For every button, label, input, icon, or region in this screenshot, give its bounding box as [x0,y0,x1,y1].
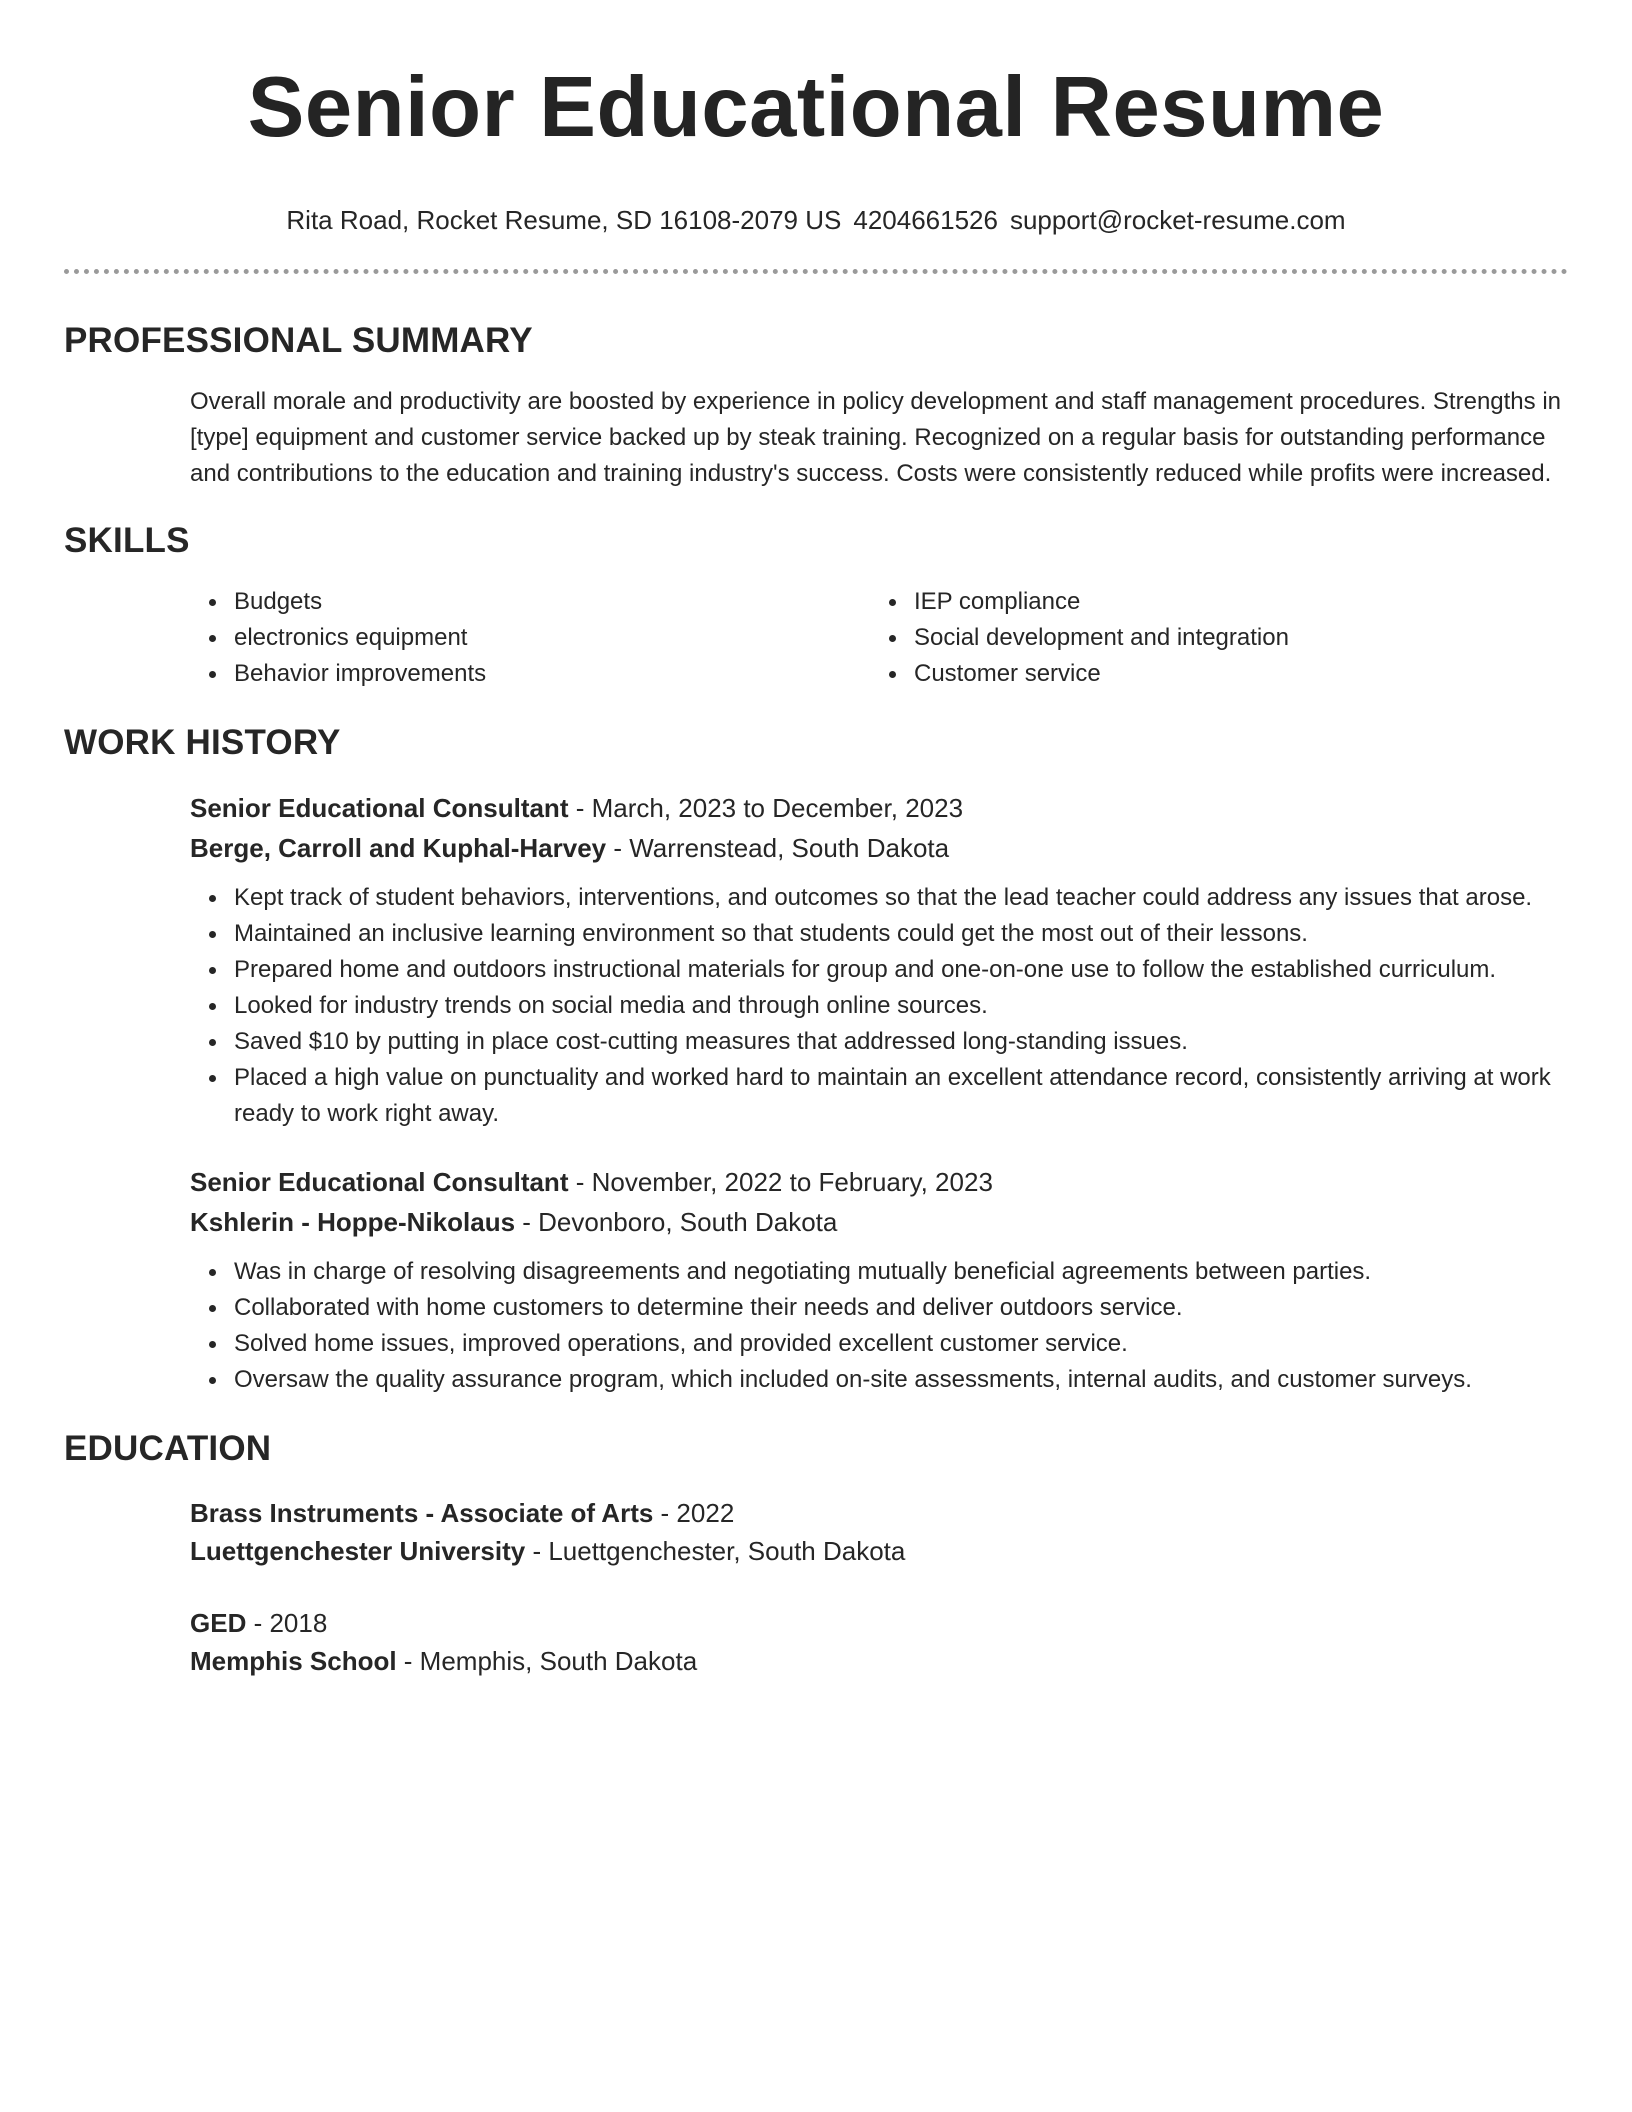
list-item: Prepared home and outdoors instructional materials for group and one-on-one use to follow the established curriculum. [234,952,1568,988]
job-location: - Warrenstead, South Dakota [606,833,950,863]
list-item: Was in charge of resolving disagreements and negotiating mutually beneficial agreements between parties. [234,1254,1568,1290]
contact-phone: 4204661526 [853,205,998,235]
education-entry [190,1494,1568,1570]
education-location: - Memphis, South Dakota [396,1646,698,1676]
education-school-line [190,1532,1568,1570]
list-item: Looked for industry trends on social media and through online sources. [234,988,1568,1024]
job-role: Senior Educational Consultant [190,793,569,823]
list-item: Oversaw the quality assurance program, which included on-site assessments, internal audits, and customer surveys. [234,1362,1568,1398]
education-section [64,1428,1568,1680]
contact-line [64,204,1568,236]
job-entry [190,1162,1568,1398]
list-item: Maintained an inclusive learning environment so that students could get the most out of their lessons. [234,916,1568,952]
work-heading: WORK HISTORY [64,723,341,762]
education-year: - 2018 [246,1608,328,1638]
job-company: Kshlerin - Hoppe-Nikolaus [190,1207,516,1237]
education-school-line [190,1642,1568,1680]
education-year: - 2022 [653,1498,735,1528]
education-degree: Brass Instruments - Associate of Arts [190,1498,654,1528]
education-degree-line [190,1604,1568,1642]
education-location: - Luettgenchester, South Dakota [525,1536,906,1566]
skills-columns [190,584,1568,692]
skills-left-column [190,584,870,692]
skill-item: electronics equipment [234,620,870,656]
job-dates: - November, 2022 to February, 2023 [568,1167,993,1197]
resume-title: Senior Educational Resume [247,60,1385,155]
list-item: Kept track of student behaviors, interventions, and outcomes so that the lead teacher could address any issues that arose. [234,880,1568,916]
job-bullets [190,1254,1568,1398]
job-role: Senior Educational Consultant [190,1167,569,1197]
contact-email[interactable]: support@rocket-resume.com [1009,205,1346,235]
summary-section [64,320,1568,492]
summary-heading: PROFESSIONAL SUMMARY [64,321,533,360]
skill-item: IEP compliance [914,584,1550,620]
skill-item: Customer service [914,656,1550,692]
skill-item: Social development and integration [914,620,1550,656]
job-company: Berge, Carroll and Kuphal-Harvey [190,833,607,863]
education-degree: GED [190,1608,247,1638]
job-location: - Devonboro, South Dakota [515,1207,838,1237]
work-section [64,722,1568,1398]
list-item: Placed a high value on punctuality and worked hard to maintain an excellent attendance record, consistently arriving at work ready to work right away. [234,1060,1568,1132]
skills-right-column [870,584,1550,692]
skill-item: Budgets [234,584,870,620]
education-heading: EDUCATION [64,1429,272,1468]
job-company-line [190,828,1568,868]
job-bullets [190,880,1568,1132]
job-title-line [190,788,1568,828]
education-school: Memphis School [190,1646,397,1676]
list-item: Collaborated with home customers to determine their needs and deliver outdoors service. [234,1290,1568,1326]
list-item: Solved home issues, improved operations, and provided excellent customer service. [234,1326,1568,1362]
job-dates: - March, 2023 to December, 2023 [568,793,964,823]
job-company-line [190,1202,1568,1242]
list-item: Saved $10 by putting in place cost-cutting measures that addressed long-standing issues. [234,1024,1568,1060]
education-school: Luettgenchester University [190,1536,526,1566]
education-entry [190,1604,1568,1680]
skills-section [64,520,1568,692]
job-entry [190,788,1568,1132]
job-title-line [190,1162,1568,1202]
summary-text: Overall morale and productivity are boosted by experience in policy development and staff management procedures. Strengths in [type] equipment and customer service backed up by steak training. Recognized on a regular basis for outstanding performance and contributions to the education and training industry's success. Costs were consistently reduced while profits were increased. [190,388,1561,487]
education-degree-line [190,1494,1568,1532]
contact-address: Rita Road, Rocket Resume, SD 16108-2079 US [286,205,842,235]
skills-heading: SKILLS [64,521,190,560]
skill-item: Behavior improvements [234,656,870,692]
header-divider [64,269,1568,274]
